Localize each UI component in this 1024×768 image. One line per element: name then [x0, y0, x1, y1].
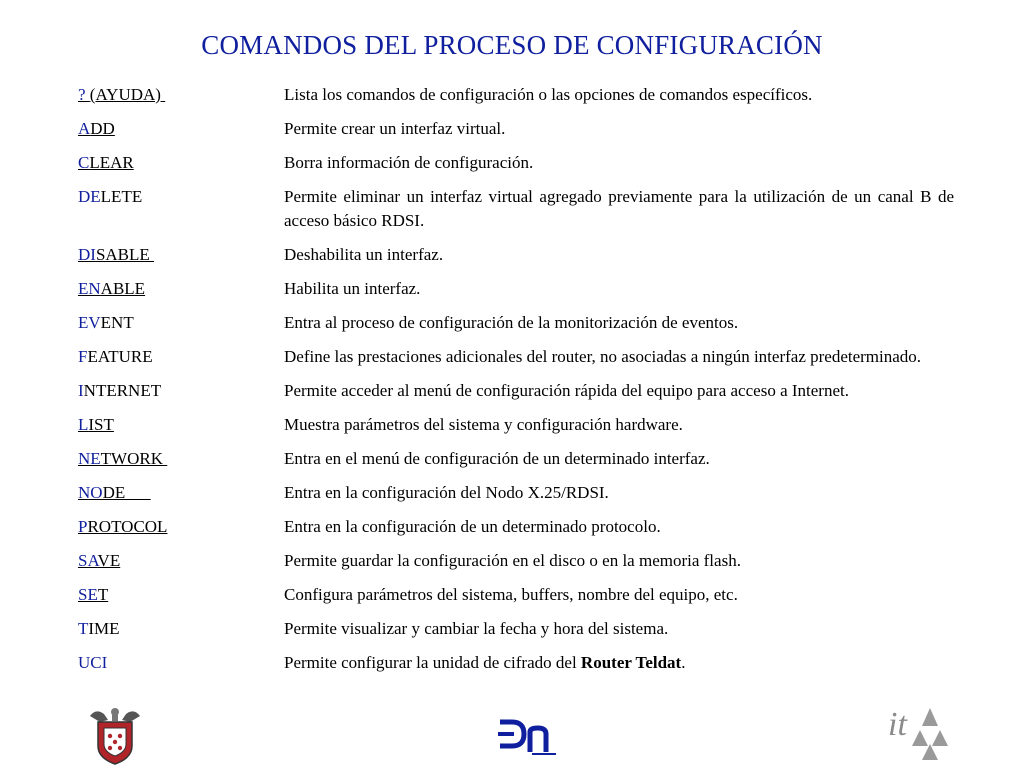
command-row [78, 151, 954, 175]
command-row [78, 185, 954, 233]
it-logo-text: it [888, 706, 907, 743]
command-name [78, 651, 284, 675]
command-rest: TWORK [100, 449, 168, 468]
it-logo-icon [888, 704, 948, 764]
command-rest: LEAR [89, 153, 134, 172]
command-description: Entra al proceso de configuración de la monitorización de eventos. [284, 313, 739, 332]
command-abbrev: DI [78, 245, 96, 264]
command-row [78, 549, 954, 573]
command-name [78, 185, 284, 233]
command-row [78, 651, 954, 675]
command-name [78, 151, 284, 175]
command-abbrev: L [78, 415, 89, 434]
command-rest: T [97, 585, 109, 604]
command-description: Define las prestaciones adicionales del router, no asociadas a ningún interfaz predeterminado. [284, 347, 922, 366]
command-name [78, 583, 284, 607]
command-name [78, 311, 284, 335]
command-name [78, 413, 284, 437]
command-name [78, 277, 284, 301]
command-abbrev: NO [78, 483, 103, 502]
page-title: COMANDOS DEL PROCESO DE CONFIGURACIÓN [201, 30, 823, 60]
command-row [78, 83, 954, 107]
command-description: Permite acceder al menú de configuración rápida del equipo para acceso a Internet. [284, 381, 849, 400]
command-name [78, 243, 284, 267]
command-row [78, 277, 954, 301]
command-rest: ROTOCOL [87, 517, 168, 536]
command-description: Permite crear un interfaz virtual. [284, 119, 506, 138]
command-description: Borra información de configuración. [284, 153, 534, 172]
command-row [78, 345, 954, 369]
command-abbrev: NE [78, 449, 101, 468]
command-abbrev: EN [78, 279, 101, 298]
command-abbrev: T [78, 619, 89, 638]
command-row [78, 481, 954, 505]
command-rest: EATURE [87, 347, 153, 366]
command-description: Muestra parámetros del sistema y configuración hardware. [284, 415, 683, 434]
command-name [78, 617, 284, 641]
command-abbrev: C [78, 153, 90, 172]
command-description: Entra en la configuración de un determinado protocolo. [284, 517, 661, 536]
command-abbrev: DE [78, 187, 101, 206]
command-row [78, 617, 954, 641]
command-name [78, 379, 284, 403]
command-name [78, 481, 284, 505]
command-rest: ENT [100, 313, 134, 332]
command-name [78, 117, 284, 141]
command-description: Permite configurar la unidad de cifrado del Router Teldat. [284, 653, 686, 672]
command-row [78, 243, 954, 267]
command-description: Configura parámetros del sistema, buffers, nombre del equipo, etc. [284, 585, 738, 604]
command-name [78, 549, 284, 573]
command-row [78, 413, 954, 437]
command-table [78, 83, 954, 685]
command-name [78, 447, 284, 471]
command-rest: IST [88, 415, 114, 434]
command-abbrev: F [78, 347, 88, 366]
command-description: Lista los comandos de configuración o las opciones de comandos específicos. [284, 85, 813, 104]
command-abbrev: A [78, 119, 91, 138]
command-name [78, 83, 284, 107]
command-abbrev: P [78, 517, 88, 536]
command-description: Permite guardar la configuración en el disco o en la memoria flash. [284, 551, 741, 570]
command-description: Permite eliminar un interfaz virtual agregado previamente para la utilización de un canal B de acceso básico RDSI. [284, 187, 954, 230]
command-name [78, 515, 284, 539]
command-row [78, 117, 954, 141]
command-rest: ABLE [100, 279, 146, 298]
command-name [78, 345, 284, 369]
command-description: Entra en la configuración del Nodo X.25/RDSI. [284, 483, 609, 502]
command-rest: (AYUDA) [89, 85, 166, 104]
command-rest: SABLE [95, 245, 155, 264]
command-row [78, 583, 954, 607]
command-row [78, 447, 954, 471]
command-row [78, 311, 954, 335]
command-description: Permite visualizar y cambiar la fecha y hora del sistema. [284, 619, 669, 638]
command-rest: VE [97, 551, 121, 570]
command-rest: DE [102, 483, 151, 502]
command-abbrev: SE [78, 585, 98, 604]
command-abbrev: I [78, 381, 84, 400]
command-description: Deshabilita un interfaz. [284, 245, 444, 264]
command-rest: NTERNET [83, 381, 162, 400]
command-description: Habilita un interfaz. [284, 279, 421, 298]
command-abbrev: EV [78, 313, 101, 332]
command-description: Entra en el menú de configuración de un determinado interfaz. [284, 449, 710, 468]
command-abbrev: SA [78, 551, 98, 570]
command-abbrev: UCI [78, 653, 108, 672]
command-rest: DD [90, 119, 115, 138]
command-rest: IME [88, 619, 120, 638]
university-crest-icon [84, 704, 146, 766]
command-row [78, 515, 954, 539]
command-abbrev: ? [78, 85, 90, 104]
command-rest: LETE [100, 187, 143, 206]
dn-logo-icon [496, 714, 560, 758]
command-row [78, 379, 954, 403]
